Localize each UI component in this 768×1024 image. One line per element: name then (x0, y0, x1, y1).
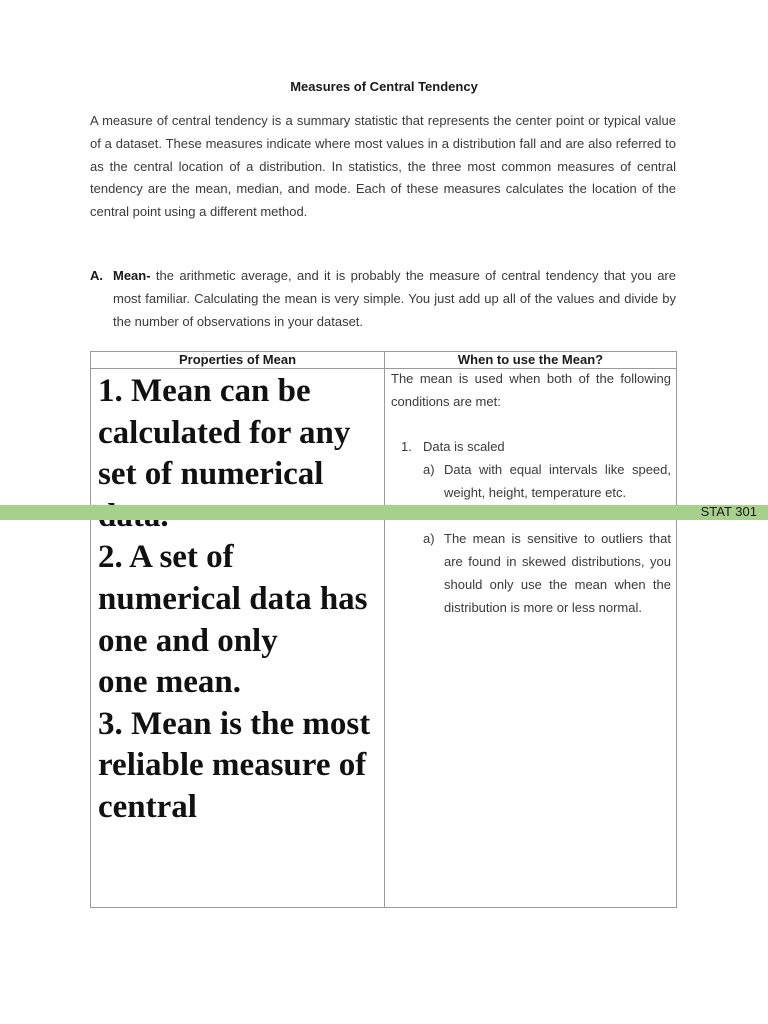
property-item: one mean. (98, 664, 241, 701)
table-header-properties: Properties of Mean (178, 352, 297, 367)
property-item: 3. Mean is the most reliable measure of central (98, 705, 371, 825)
subitem-text: The mean is sensitive to outliers that are found in skewed distributions, you should only use the mean when the distribution is more or less normal. (444, 531, 671, 615)
condition-number: 1. (401, 439, 412, 454)
properties-list (98, 371, 380, 829)
condition-item (391, 435, 671, 504)
subitem-text: Data with equal intervals like speed, weight, height, temperature etc. (444, 462, 671, 500)
section-text: the arithmetic average, and it is probably the measure of central tendency that you are most familiar. Calculating the mean is very simple. You just add up all of the values and divide by the number of observations in your dataset. (113, 268, 676, 329)
condition-label: Data is scaled (423, 439, 505, 454)
subitem-letter: a) (423, 462, 435, 477)
property-item: 1. Mean can be calculated for any set of numerical (98, 373, 351, 493)
conditions-list (391, 435, 671, 619)
condition-subitem (421, 458, 671, 504)
when-intro: The mean is used when both of the following conditions are met: (391, 371, 671, 409)
page-title: Measures of Central Tendency (290, 79, 478, 94)
condition-sublist (423, 527, 671, 619)
when-to-use-cell (391, 367, 671, 619)
section-body (113, 265, 676, 333)
section-term: Mean- (113, 268, 151, 283)
condition-sublist (423, 458, 671, 504)
table-divider-vertical (384, 352, 385, 907)
table-header-when: When to use the Mean? (457, 352, 604, 367)
footer-band (0, 505, 768, 520)
course-label: STAT 301 (700, 504, 757, 519)
section-letter: A. (90, 268, 103, 283)
intro-paragraph: A measure of central tendency is a summary statistic that represents the center point or typical value of a dataset. These measures indicate where most values in a distribution fall and are also referred to as the central location of a distribution. In statistics, the three most common measures of central tendency are the mean, median, and mode. Each of these measures calculates the location of the central point using a different method. (90, 113, 676, 220)
property-item: 2. A set of numerical data has one and only (98, 539, 368, 659)
subitem-letter: a) (423, 531, 435, 546)
condition-item (391, 504, 671, 619)
properties-table (90, 351, 677, 908)
condition-subitem (421, 527, 671, 619)
section-a-mean (90, 265, 676, 333)
